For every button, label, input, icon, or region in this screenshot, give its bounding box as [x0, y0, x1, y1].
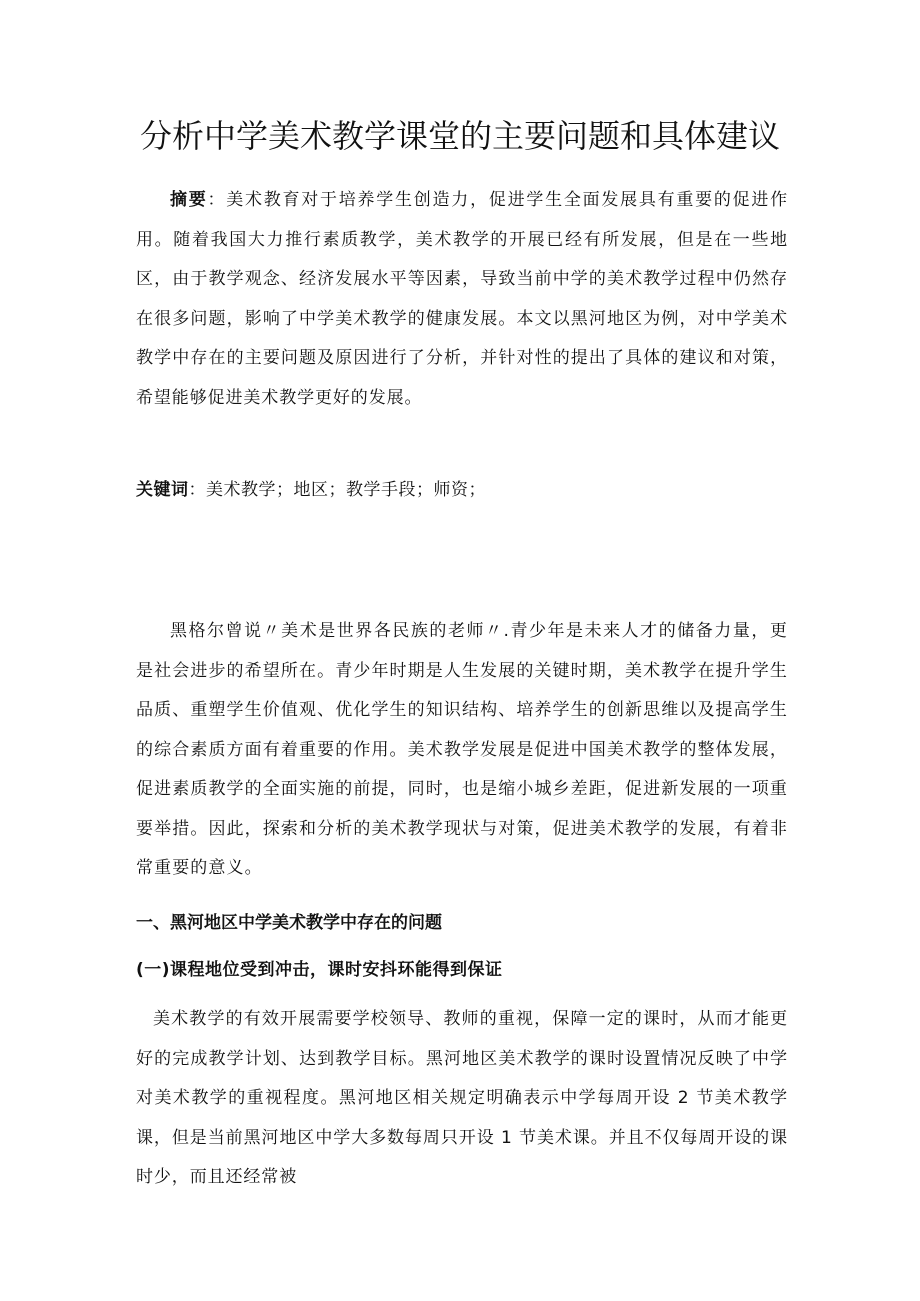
section-heading: 一、黑河地区中学美术教学中存在的问题 — [136, 913, 442, 933]
document-title: 分析中学美术教学课堂的主要问题和具体建议 — [139, 117, 780, 155]
section-subheading: (一)课程地位受到冲击，课时安抖环能得到保证 — [136, 960, 503, 980]
abstract-text: 美术教育对于培养学生创造力，促进学生全面发展具有重要的促进作用。随着我国大力推行素质教学，美术教学的开展已经有所发展，但是在一些地区，由于教学观念、经济发展水平等因素，导致当前中学的美术教学过程中仍然存在很多问题，影响了中学美术教学的健康发展。本文以黑河地区为例，对中学美术教学中存在的主要问题及原因进行了分析，并针对性的提出了具体的建议和对策，希望能够促进美术教学更好的发展。 — [136, 190, 789, 408]
keywords-separator: ： — [188, 480, 206, 500]
keywords-text: 美术教学；地区；教学手段；师资； — [206, 480, 486, 500]
abstract-paragraph — [136, 181, 788, 418]
abstract-separator: ： — [207, 190, 227, 210]
keywords-paragraph — [136, 471, 788, 511]
section-body-paragraph: 美术教学的有效开展需要学校领导、教师的重视，保障一定的课时，从而才能更好的完成教学计划、达到教学目标。黑河地区美术教学的课时设置情况反映了中学对美术教学的重视程度。黑河地区相关规定明确表示中学每周开设 2 节美术教学课，但是当前黑河地区中学大多数每周只开设 1 节美术课。并且不仅每周开设的课时少，而且还经常被 — [136, 1009, 788, 1187]
abstract-label: 摘要 — [170, 190, 208, 210]
intro-paragraph: 黑格尔曾说〃美术是世界各民族的老师〃.青少年是未来人才的储备力量，更是社会进步的希望所在。青少年时期是人生发展的关键时期，美术教学在提升学生品质、重塑学生价值观、优化学生的知识结构、培养学生的创新思维以及提高学生的综合素质方面有着重要的作用。美术教学发展是促进中国美术教学的整体发展，促进素质教学的全面实施的前提，同时，也是缩小城乡差距，促进新发展的一项重要举措。因此，探索和分析的美术教学现状与对策，促进美术教学的发展，有着非常重要的意义。 — [136, 621, 788, 878]
keywords-label: 关键词 — [136, 480, 189, 500]
